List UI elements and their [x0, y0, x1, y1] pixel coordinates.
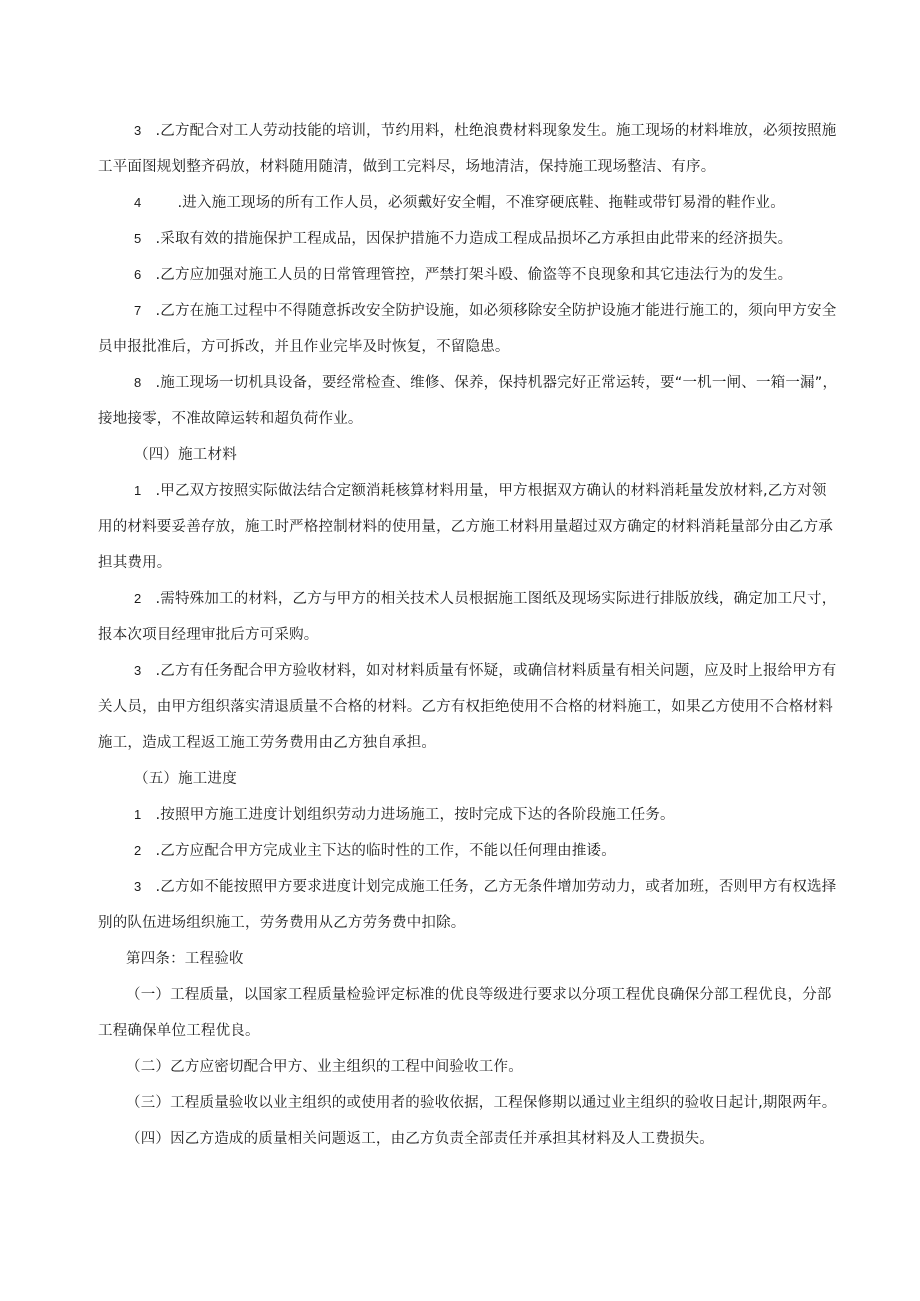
clause-number: 1: [134, 807, 142, 822]
clause-paragraph: [98, 185, 838, 221]
clause-paragraph: [98, 293, 838, 365]
acceptance-clause: （四）因乙方造成的质量相关问题返工，由乙方负责全部责任并承担其材料及人工费损失。: [126, 1131, 714, 1147]
clause-paragraph: [98, 473, 838, 581]
clause-number: 5: [134, 231, 142, 246]
clause-number: 3: [134, 663, 142, 678]
acceptance-clause: （二）乙方应密切配合甲方、业主组织的工程中间验收工作。: [126, 1059, 523, 1075]
article-heading: 第四条：工程验收: [126, 951, 244, 967]
clause-paragraph: [98, 797, 838, 833]
clause-text: .进入施工现场的所有工作人员，必须戴好安全帽，不准穿硬底鞋、拖鞋或带钉易滑的鞋作业。: [177, 195, 785, 211]
acceptance-clause: （三）工程质量验收以业主组织的或使用者的验收依据，工程保修期以通过业主组织的验收日起计,期限两年。: [126, 1095, 837, 1111]
clause-number: 3: [134, 879, 142, 894]
clause-text: .乙方应加强对施工人员的日常管理管控，严禁打架斗殴、偷盗等不良现象和其它违法行为的发生。: [155, 267, 793, 283]
clause-paragraph: [98, 113, 838, 185]
clause-number: 4: [134, 195, 142, 210]
clause-paragraph: [98, 221, 838, 257]
clause-paragraph: [98, 869, 838, 941]
clause-number: 8: [134, 375, 142, 390]
clause-number: 2: [134, 843, 142, 858]
clause-text: .乙方配合对工人劳动技能的培训，节约用料，杜绝浪费材料现象发生。施工现场的材料堆放，必须按照施工平面图规划整齐码放，材料随用随清，做到工完料尽，场地清洁，保持施工现场整洁、有序。: [98, 123, 837, 175]
document-body: [98, 113, 838, 1157]
clause-paragraph: [98, 833, 838, 869]
clause-number: 3: [134, 123, 142, 138]
clause-paragraph: [98, 653, 838, 761]
clause-text: .乙方如不能按照甲方要求进度计划完成施工任务，乙方无条件增加劳动力，或者加班，否则甲方有权选择别的队伍进场组织施工，劳务费用从乙方劳务费中扣除。: [98, 879, 837, 931]
clause-text: .采取有效的措施保护工程成品，因保护措施不力造成工程成品损坏乙方承担由此带来的经济损失。: [155, 231, 793, 247]
clause-text: .乙方有任务配合甲方验收材料，如对材料质量有怀疑，或确信材料质量有相关问题，应及时上报给甲方有关人员，由甲方组织落实清退质量不合格的材料。乙方有权拒绝使用不合格的材料施工，如果乙方使用不合格材料施工，造成工程返工施工劳务费用由乙方独自承担。: [98, 663, 837, 751]
clause-number: 6: [134, 267, 142, 282]
clause-text: .乙方在施工过程中不得随意拆改安全防护设施，如必须移除安全防护设施才能进行施工的，须向甲方安全员申报批准后，方可拆改，并且作业完毕及时恢复，不留隐患。: [98, 303, 837, 355]
clause-text: .乙方应配合甲方完成业主下达的临时性的工作，不能以任何理由推诿。: [155, 843, 616, 859]
clause-number: 7: [134, 303, 142, 318]
clause-number: 2: [134, 591, 142, 606]
section-heading: （五）施工进度: [134, 771, 237, 787]
clause-text: .按照甲方施工进度计划组织劳动力进场施工，按时完成下达的各阶段施工任务。: [155, 807, 675, 823]
clause-text: .施工现场一切机具设备，要经常检查、维修、保养，保持机器完好正常运转，要“一机一闸、一箱一漏”，接地接零，不准故障运转和超负荷作业。: [98, 375, 838, 427]
acceptance-clause: （一）工程质量，以国家工程质量检验评定标准的优良等级进行要求以分项工程优良确保分部工程优良，分部工程确保单位工程优良。: [98, 987, 832, 1039]
clause-text: .甲乙双方按照实际做法结合定额消耗核算材料用量，甲方根据双方确认的材料消耗量发放材料,乙方对领用的材料要妥善存放，施工时严格控制材料的使用量，乙方施工材料用量超过双方确定的材料消耗量部分由乙方承担其费用。: [98, 483, 833, 571]
clause-number: 1: [134, 483, 142, 498]
clause-paragraph: [98, 365, 838, 437]
clause-paragraph: [98, 257, 838, 293]
clause-paragraph: [98, 581, 838, 653]
clause-text: .需特殊加工的材料，乙方与甲方的相关技术人员根据施工图纸及现场实际进行排版放线，确定加工尺寸，报本次项目经理审批后方可采购。: [98, 591, 837, 643]
section-heading: （四）施工材料: [134, 447, 237, 463]
